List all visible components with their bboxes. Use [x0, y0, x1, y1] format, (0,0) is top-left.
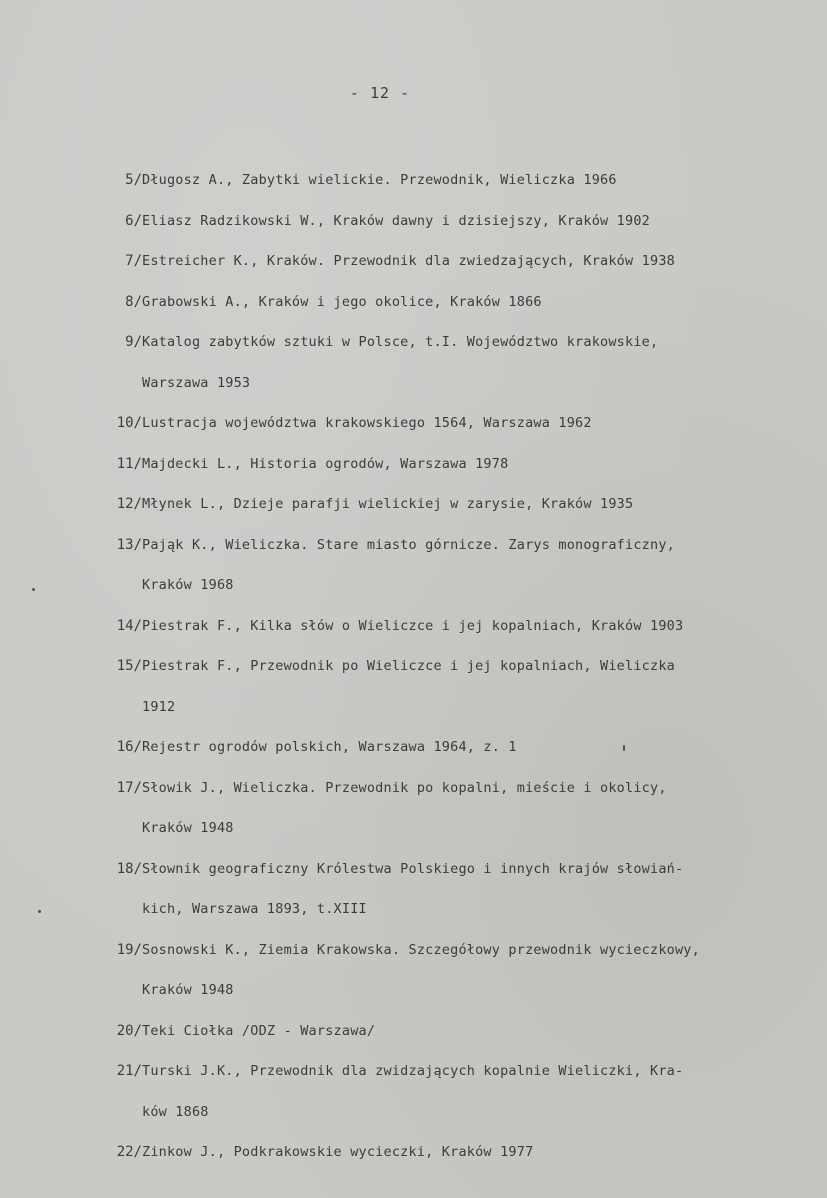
entry-line: ków 1868 [142, 1103, 209, 1120]
page-number: - 12 - [349, 84, 411, 102]
bibliography-entry [96, 322, 816, 403]
entry-line: Młynek L., Dzieje parafji wielickiej w zarysie, Kraków 1935 [142, 496, 634, 512]
entry-line: kich, Warszawa 1893, t.XIII [142, 901, 367, 917]
bibliography-entry [96, 403, 816, 444]
entry-line: Sosnowski K., Ziemia Krakowska. Szczegółowy przewodnik wycieczkowy, [142, 941, 700, 958]
entry-number: 21/ [116, 1063, 142, 1079]
entry-line: Grabowski A., Kraków i jego okolice, Kraków 1866 [142, 293, 542, 310]
entry-text [142, 930, 816, 1011]
entry-line: Słowik J., Wieliczka. Przewodnik po kopalni, mieście i okolicy, [142, 779, 667, 796]
entry-line: Warszawa 1953 [142, 374, 251, 391]
bibliography-entry [96, 930, 816, 1011]
entry-line: Piestrak F., Kilka słów o Wieliczce i jej kopalniach, Kraków 1903 [142, 617, 684, 634]
entry-number: 22/ [116, 1144, 142, 1160]
entry-number: 17/ [116, 779, 142, 796]
bibliography-entry [96, 1051, 816, 1132]
entry-text [142, 160, 816, 201]
bibliography-entry [96, 1011, 816, 1052]
entry-text [142, 1051, 816, 1132]
entry-number: 13/ [116, 536, 142, 553]
entry-text [142, 646, 816, 727]
entry-line: Turski J.K., Przewodnik dla zwidzających kopalnie Wieliczki, Kra- [142, 1063, 684, 1079]
bibliography-entry [96, 484, 816, 525]
entry-line: Teki Ciołka /ODZ - Warszawa/ [142, 1022, 376, 1039]
entry-line: Lustracja województwa krakowskiego 1564, Warszawa 1962 [142, 415, 592, 431]
entry-line: Kraków 1968 [142, 577, 234, 593]
entry-line: Słownik geograficzny Królestwa Polskiego i innych krajów słowiań- [142, 860, 684, 877]
entry-number: 9/ [125, 334, 142, 350]
bibliography-entry [96, 525, 816, 606]
entry-line: Rejestr ogrodów polskich, Warszawa 1964, z. 1 [142, 739, 517, 755]
entry-number: 18/ [116, 860, 142, 877]
entry-text [142, 403, 816, 444]
entry-text [142, 606, 816, 647]
entry-line: Eliasz Radzikowski W., Kraków dawny i dzisiejszy, Kraków 1902 [142, 212, 650, 229]
bibliography-list [96, 160, 816, 1173]
entry-text [142, 484, 816, 525]
entry-line: Estreicher K., Kraków. Przewodnik dla zwiedzających, Kraków 1938 [142, 253, 675, 269]
entry-number: 15/ [116, 658, 142, 674]
bibliography-entry [96, 282, 816, 323]
entry-number: 14/ [116, 617, 142, 634]
entry-text [142, 849, 816, 930]
entry-line: Katalog zabytków sztuki w Polsce, t.I. Województwo krakowskie, [142, 334, 659, 350]
entry-number: 8/ [125, 293, 142, 310]
bibliography-entry [96, 444, 816, 485]
entry-line: 1912 [142, 698, 176, 715]
entry-text [142, 727, 816, 768]
bibliography-entry [96, 1132, 816, 1173]
entry-line: Kraków 1948 [142, 982, 234, 998]
entry-text [142, 1132, 816, 1173]
entry-number: 5/ [125, 172, 142, 188]
entry-text [142, 768, 816, 849]
entry-number: 7/ [125, 253, 142, 269]
entry-line: Kraków 1948 [142, 820, 234, 836]
entry-text [142, 444, 816, 485]
entry-text [142, 241, 816, 282]
entry-line: Długosz A., Zabytki wielickie. Przewodnik, Wieliczka 1966 [142, 172, 617, 188]
entry-line: Majdecki L., Historia ogrodów, Warszawa 1978 [142, 455, 509, 472]
entry-line: Piestrak F., Przewodnik po Wieliczce i jej kopalniach, Wieliczka [142, 658, 675, 674]
entry-number: 16/ [116, 739, 142, 755]
entry-number: 6/ [125, 212, 142, 229]
entry-text [142, 1011, 816, 1052]
entry-line: Pająk K., Wieliczka. Stare miasto górnicze. Zarys monograficzny, [142, 536, 675, 553]
paper-speck [38, 910, 41, 913]
entry-number: 12/ [116, 496, 142, 512]
bibliography-entry [96, 606, 816, 647]
entry-number: 20/ [116, 1022, 142, 1039]
entry-text [142, 201, 816, 242]
paper-speck [32, 588, 35, 591]
bibliography-entry [96, 201, 816, 242]
bibliography-entry [96, 849, 816, 930]
entry-text [142, 322, 816, 403]
entry-text [142, 282, 816, 323]
bibliography-entry [96, 160, 816, 201]
entry-number: 10/ [116, 415, 142, 431]
bibliography-entry [96, 768, 816, 849]
bibliography-entry [96, 241, 816, 282]
entry-number: 19/ [116, 941, 142, 958]
bibliography-entry [96, 646, 816, 727]
entry-line: Zinkow J., Podkrakowskie wycieczki, Kraków 1977 [142, 1144, 534, 1160]
entry-number: 11/ [116, 455, 142, 472]
entry-text [142, 525, 816, 606]
bibliography-entry [96, 727, 816, 768]
paper-speck [623, 745, 625, 751]
